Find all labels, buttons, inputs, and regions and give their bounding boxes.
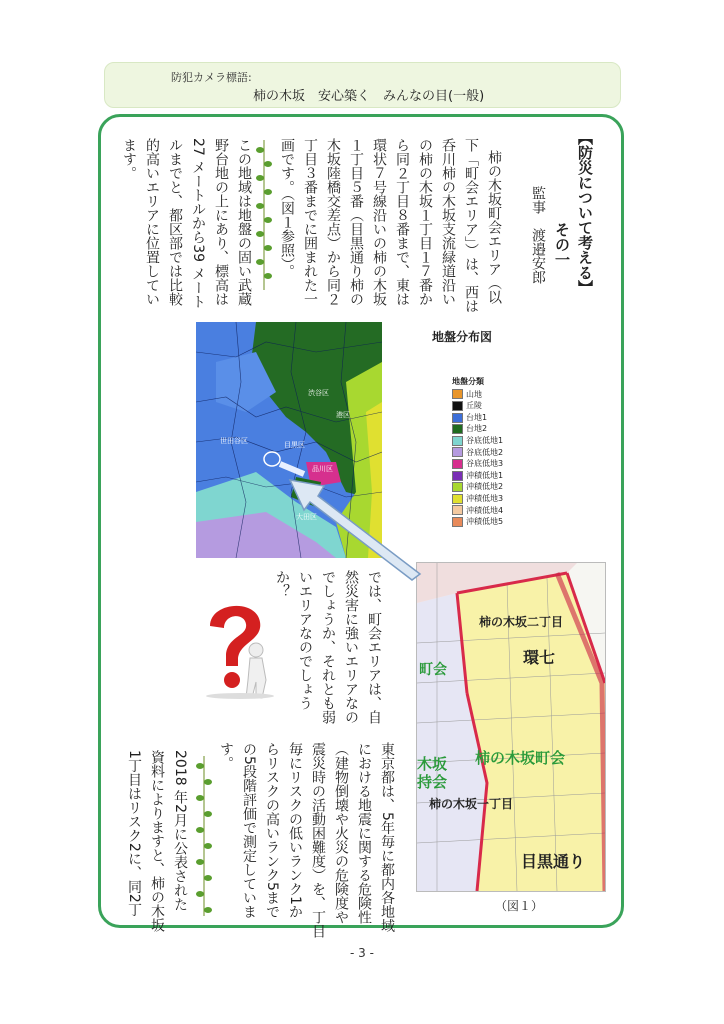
legend-item — [452, 505, 503, 517]
ward-label: 世田谷区 — [220, 437, 248, 445]
legend-swatch — [452, 471, 463, 481]
slogan-label: 防犯カメラ標語: — [171, 71, 252, 84]
body-col: 資料によりますと、柿の木坂 — [149, 750, 165, 932]
legend-label: 谷底低地1 — [466, 435, 504, 445]
ward-label: 大田区 — [296, 513, 317, 521]
legend-label: 沖積低地4 — [466, 505, 504, 515]
figure-caption: （図１） — [495, 899, 544, 913]
legend-swatch — [452, 424, 463, 434]
pointer-arrow-icon — [280, 462, 430, 582]
legend-item — [452, 412, 503, 424]
area-label: 持会 — [417, 773, 448, 791]
ivy-decoration-icon — [196, 756, 210, 916]
question-figure-icon — [200, 596, 284, 700]
map-legend — [452, 376, 503, 528]
legend-swatch — [452, 389, 463, 399]
legend-swatch — [452, 436, 463, 446]
area-label: 目黒通り — [521, 852, 586, 871]
body-col: ます。 — [121, 138, 137, 180]
map-title: 地盤分布図 — [432, 330, 493, 344]
legend-swatch — [452, 413, 463, 423]
area-label: 木坂 — [417, 755, 448, 773]
body-col: いエリアなのでしょう — [297, 570, 313, 710]
body-col: の5段階評価で測定していま — [241, 742, 257, 919]
legend-item — [452, 481, 503, 493]
legend-label: 台地2 — [466, 424, 488, 434]
body-col: ルまでと、都区部では比較 — [167, 138, 183, 306]
body-col: 柿の木坂町会エリア（以 — [486, 150, 502, 304]
body-col: 画です。（図１参照）。 — [279, 138, 295, 278]
legend-item — [452, 389, 503, 401]
legend-item — [452, 400, 503, 412]
slogan-text: 柿の木坂 安心築く みんなの目(一般) — [253, 89, 485, 104]
legend-label: 沖積低地5 — [466, 517, 504, 527]
article-subtitle: その一 — [553, 222, 571, 267]
body-col: における地震に関する危険性 — [356, 742, 372, 924]
legend-swatch — [452, 482, 463, 492]
legend-swatch — [452, 401, 463, 411]
legend-item — [452, 447, 503, 459]
ward-label: 港区 — [336, 411, 350, 419]
legend-item — [452, 458, 503, 470]
legend-item — [452, 493, 503, 505]
legend-label: 丘陵 — [466, 401, 482, 411]
body-col: 震災時の活動困難度）を、丁目 — [310, 742, 326, 938]
page-number: - 3 - — [350, 946, 374, 960]
body-col: 下「町会エリア」）は、西は — [463, 138, 479, 313]
area-map-figure — [416, 562, 606, 892]
legend-swatch — [452, 447, 463, 457]
body-col: では、町会エリアは、自 — [366, 570, 382, 724]
body-col: らリスクの高いランク5まで — [264, 742, 280, 919]
body-col: 的高いエリアに位置してい — [144, 138, 160, 306]
body-col: の柿の木坂１丁目１７番か — [417, 138, 433, 306]
ward-label: 品川区 — [312, 465, 333, 473]
body-col: 呑川柿の木坂支流緑道沿い — [440, 138, 456, 306]
body-col: １丁目５番（目黒通り柿の — [348, 138, 364, 306]
body-col: 環状７号線沿いの柿の木坂 — [371, 138, 387, 306]
body-col: か？ — [274, 570, 290, 598]
legend-label: 山地 — [466, 389, 482, 399]
header-banner — [104, 62, 621, 108]
ward-label: 渋谷区 — [308, 389, 329, 397]
legend-label: 沖積低地2 — [466, 482, 504, 492]
area-label: 柿の木坂二丁目 — [479, 615, 564, 629]
body-col: す。 — [218, 742, 234, 770]
legend-label: 沖積低地3 — [466, 493, 504, 503]
area-label: 柿の木坂一丁目 — [429, 797, 514, 811]
ward-label: 目黒区 — [284, 441, 305, 449]
body-col: 27 メートルから39 メート — [190, 138, 206, 309]
body-col: 東京都は、5年毎に都内各地域 — [379, 742, 395, 933]
area-label: 環七 — [523, 648, 556, 667]
legend-swatch — [452, 517, 463, 527]
body-col: 野台地の上にあり、標高は — [213, 138, 229, 306]
body-col: 毎にリスクの低いランク1か — [287, 742, 303, 919]
legend-label: 谷底低地3 — [466, 459, 504, 469]
legend-item — [452, 516, 503, 528]
body-col: （建物倒壊や火災の危険度や — [333, 742, 349, 924]
body-col: ら同２丁目８番まで、東は — [394, 138, 410, 306]
legend-item — [452, 423, 503, 435]
body-col: 1丁目はリスク2に、同2丁 — [126, 750, 142, 917]
body-col: でしょうか、それとも弱 — [320, 570, 336, 724]
body-col: 木坂陸橋交差点）から同２ — [325, 138, 341, 306]
area-label: 柿の木坂町会 — [475, 749, 566, 767]
body-col: 丁目３番までに囲まれた一 — [302, 138, 318, 306]
legend-item — [452, 435, 503, 447]
legend-swatch — [452, 494, 463, 504]
legend-label: 谷底低地2 — [466, 447, 504, 457]
article-title: 【防災について考える】 — [576, 130, 594, 295]
legend-label: 沖積低地1 — [466, 470, 504, 480]
body-col: 然災害に強いエリアなの — [343, 570, 359, 724]
legend-heading: 地盤分類 — [452, 377, 484, 386]
legend-swatch — [452, 459, 463, 469]
area-label: 町会 — [419, 662, 447, 678]
body-col: 2018 年2月に公表された — [172, 750, 188, 911]
legend-label: 台地1 — [466, 412, 488, 422]
ivy-decoration-icon — [256, 140, 270, 290]
body-col: この地域は地盤の固い武蔵 — [236, 138, 252, 306]
legend-item — [452, 470, 503, 482]
legend-swatch — [452, 505, 463, 515]
article-author: 監事 渡邉安郎 — [530, 186, 546, 284]
